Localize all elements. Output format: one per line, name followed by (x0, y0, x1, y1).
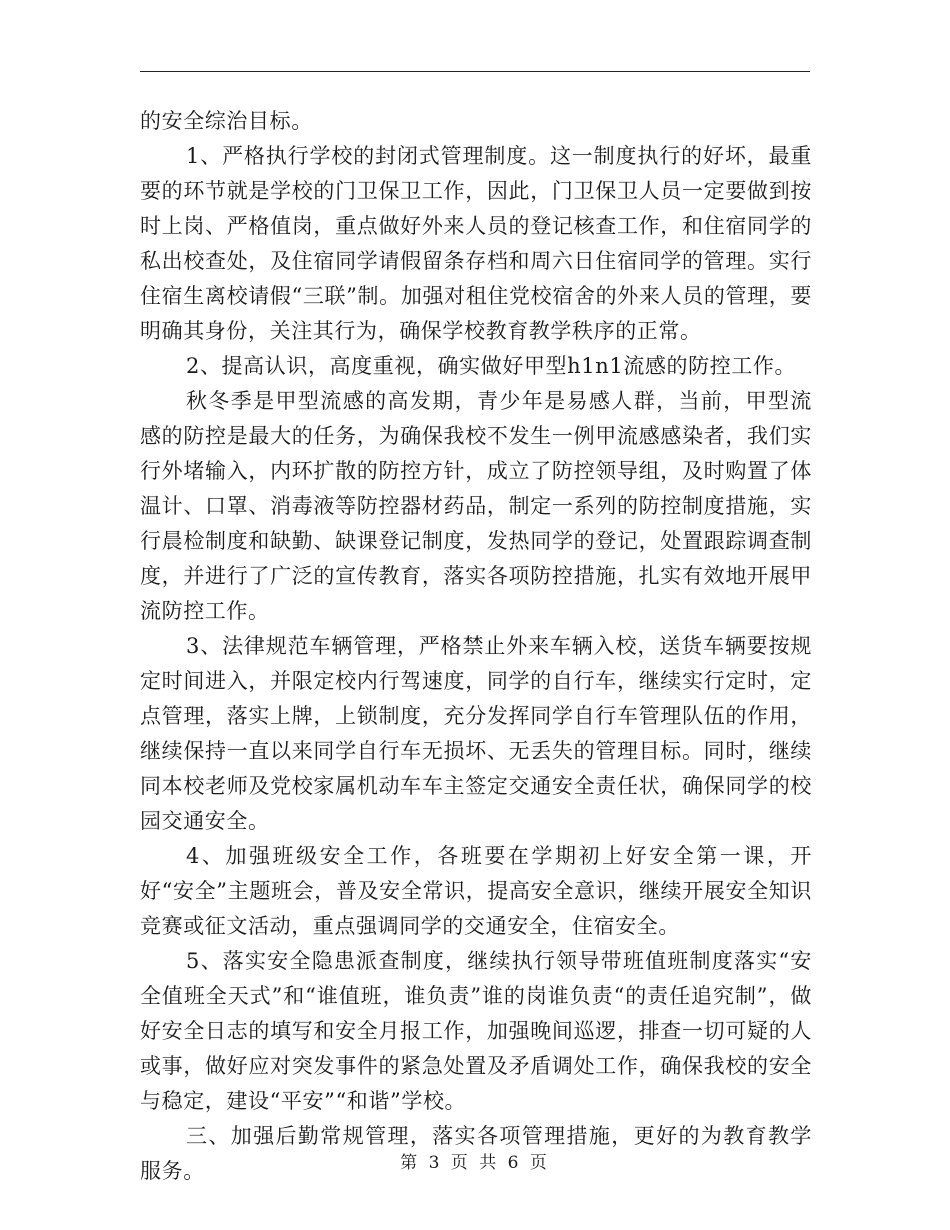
paragraph: 1、严格执行学校的封闭式管理制度。这一制度执行的好坏，最重要的环节就是学校的门卫保卫工作，因此，门卫保卫人员一定要做到按时上岗、严格值岗，重点做好外来人员的登记核查工作，和住宿同学的私出校查处，及住宿同学请假留条存档和周六日住宿同学的管理。实行住宿生离校请假“三联”制。加强对租住党校宿舍的外来人员的管理，要明确其身份，关注其行为，确保学校教育教学秩序的正常。 (140, 144, 812, 343)
paragraph: 的安全综治目标。 (140, 109, 313, 133)
paragraph: 2、提高认识，高度重视，确实做好甲型h1n1流感的防控工作。 (186, 354, 797, 378)
header-rule (140, 71, 810, 72)
paragraph: 4、加强班级安全工作，各班要在学期初上好安全第一课，开好“安全”主题班会，普及安全常识，提高安全意识，继续开展安全知识竞赛或征文活动，重点强调同学的交通安全，住宿安全。 (140, 844, 812, 938)
document-body (140, 104, 812, 1189)
paragraph: 三、加强后勤常规管理，落实各项管理措施，更好的为教育教学服务。 (140, 1124, 812, 1183)
page-number: 第 3 页 共 6 页 (400, 1153, 550, 1173)
paragraph: 秋冬季是甲型流感的高发期，青少年是易感人群，当前，甲型流感的防控是最大的任务，为确保我校不发生一例甲流感感染者，我们实行外堵输入，内环扩散的防控方针，成立了防控领导组，及时购置了体温计、口罩、消毒液等防控器材药品，制定一系列的防控制度措施，实行晨检制度和缺勤、缺课登记制度，发热同学的登记，处置跟踪调查制度，并进行了广泛的宣传教育，落实各项防控措施，扎实有效地开展甲流防控工作。 (140, 389, 812, 623)
paragraph: 3、法律规范车辆管理，严格禁止外来车辆入校，送货车辆要按规定时间进入，并限定校内行驾速度，同学的自行车，继续实行定时，定点管理，落实上牌，上锁制度，充分发挥同学自行车管理队伍的作用，继续保持一直以来同学自行车无损坏、无丢失的管理目标。同时，继续同本校老师及党校家属机动车车主签定交通安全责任状，确保同学的校园交通安全。 (140, 634, 812, 833)
paragraph: 5、落实安全隐患派查制度，继续执行领导带班值班制度落实“安全值班全天式”和“谁值班，谁负责”谁的岗谁负责“的责任追究制”，做好安全日志的填写和安全月报工作，加强晚间巡逻，排查一切可疑的人或事，做好应对突发事件的紧急处置及矛盾调处工作，确保我校的安全与稳定，建设“平安”“和谐”学校。 (140, 949, 812, 1113)
